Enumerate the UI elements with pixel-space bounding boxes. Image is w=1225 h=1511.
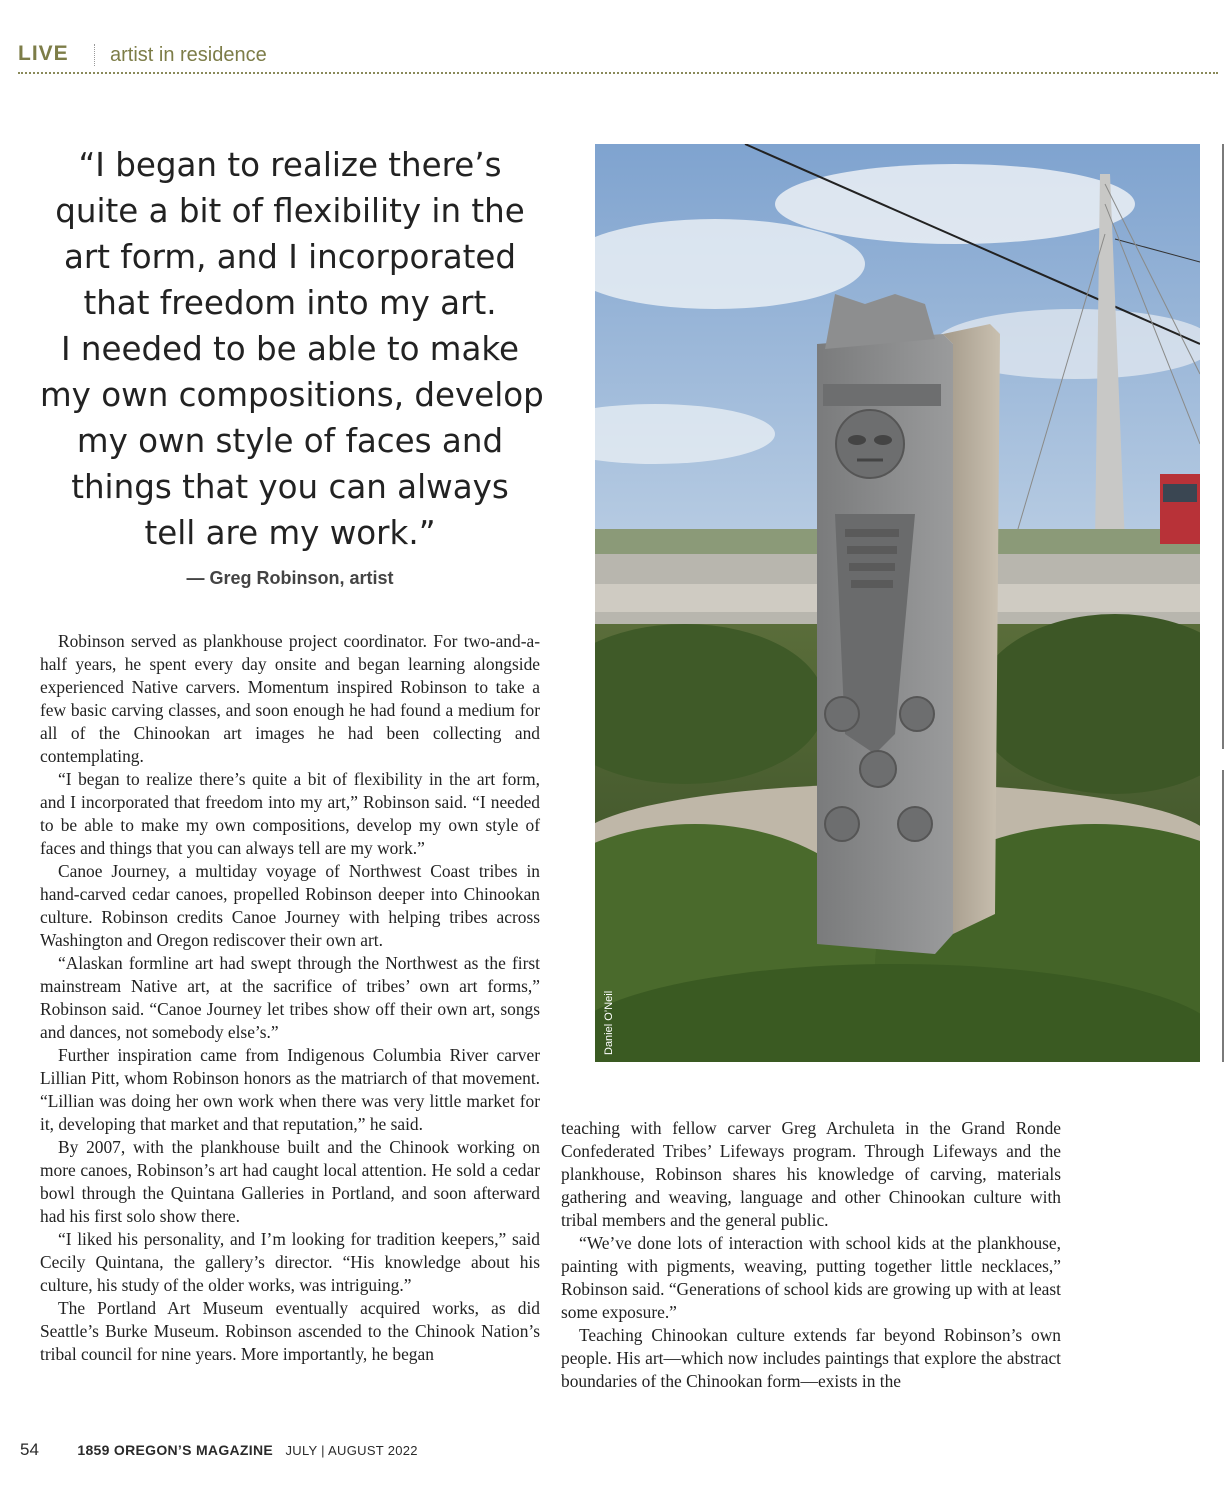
photo-credit: Daniel O’Neil — [603, 990, 615, 1055]
pull-quote-line: I needed to be able to make — [60, 330, 520, 368]
pull-quote-line: my own style of faces and — [76, 422, 504, 460]
carved-stone-pillar-photo — [595, 144, 1200, 1062]
body-paragraph: “I liked his personality, and I’m looking for tradition keepers,” said Cecily Quintana, the gallery’s director. “His knowledge about his culture, his study of the older works, was intriguing.” — [40, 1229, 540, 1295]
body-paragraph: “Alaskan formline art had swept through the Northwest as the first mainstream Native art, at the sacrifice of tribes’ own art forms,” Robinson said. “Canoe Journey let tribes show off their own art, songs and dances, not somebody else’s.” — [40, 953, 540, 1042]
section-label: LIVE — [18, 42, 69, 65]
body-paragraph: Robinson served as plankhouse project coordinator. For two-and-a-half years, he spent every day onsite and began learning alongside experienced Native carvers. Momentum inspired Robinson to take a few basic carving classes, and soon enough he had found a medium for all of the Chinookan art images he had been collecting and contemplating. — [40, 631, 540, 766]
page-number: 54 — [20, 1440, 39, 1459]
pull-quote-line: quite a bit of flexibility in the — [55, 192, 525, 230]
page-edge-mark — [1222, 770, 1224, 1062]
body-column-right — [561, 1117, 1061, 1393]
body-paragraph: “I began to realize there’s quite a bit of flexibility in the art form, and I incorporated that freedom into my art,” Robinson said. “I needed to be able to make my own compositions, develop my own style of faces and things that you can always tell are my work.” — [40, 769, 540, 858]
pull-quote-line: “I began to realize there’s — [78, 146, 502, 184]
body-paragraph: Canoe Journey, a multiday voyage of Northwest Coast tribes in hand-carved cedar canoes, propelled Robinson deeper into Chinookan culture. Robinson credits Canoe Journey with helping tribes across Washington and Oregon rediscover their own art. — [40, 861, 540, 950]
pull-quote-line: things that you can always — [71, 468, 509, 506]
page-edge-mark — [1222, 144, 1224, 749]
running-header — [18, 40, 1218, 74]
section-kicker: artist in residence — [110, 44, 267, 66]
pull-quote-line: art form, and I incorporated — [63, 238, 517, 276]
header-divider — [94, 44, 95, 66]
magazine-title: 1859 OREGON’S MAGAZINE — [77, 1442, 274, 1458]
photo-illustration — [595, 144, 1200, 1062]
body-paragraph: The Portland Art Museum eventually acquired works, as did Seattle’s Burke Museum. Robinson ascended to the Chinook Nation’s tribal council for nine years. More importantly, he began — [40, 1298, 540, 1364]
body-paragraph: “We’ve done lots of interaction with school kids at the plankhouse, painting with pigments, weaving, putting together little necklaces,” Robinson said. “Generations of school kids are growing up with at least some exposure.” — [561, 1233, 1061, 1322]
body-paragraph: Further inspiration came from Indigenous Columbia River carver Lillian Pitt, whom Robinson honors as the matriarch of that movement. “Lillian was doing her own work when there was very little market for it, developing that market and that reputation,” he said. — [40, 1045, 540, 1134]
body-paragraph: teaching with fellow carver Greg Archuleta in the Grand Ronde Confederated Tribes’ Lifeways program. Through Lifeways and the plankhouse, Robinson shares his knowledge of carving, materials gathering and weaving, language and other Chinookan culture with tribal members and the general public. — [561, 1118, 1061, 1230]
body-paragraph: Teaching Chinookan culture extends far beyond Robinson’s own people. His art—which now includes paintings that explore the abstract boundaries of the Chinookan form—exists in the — [561, 1325, 1061, 1391]
pull-quote-line: tell are my work.” — [144, 514, 436, 552]
body-paragraph: By 2007, with the plankhouse built and the Chinook working on more canoes, Robinson’s art had caught local attention. He sold a cedar bowl through the Quintana Galleries in Portland, and soon afterward had his first solo show there. — [40, 1137, 540, 1226]
body-column-left — [40, 630, 540, 1366]
page-footer — [20, 1440, 418, 1460]
pull-quote — [40, 142, 544, 556]
pull-quote-line: that freedom into my art. — [83, 284, 497, 322]
pull-quote-attribution: — Greg Robinson, artist — [186, 568, 394, 588]
pull-quote-line: my own compositions, develop — [40, 376, 544, 414]
issue-date: JULY | AUGUST 2022 — [285, 1443, 418, 1458]
